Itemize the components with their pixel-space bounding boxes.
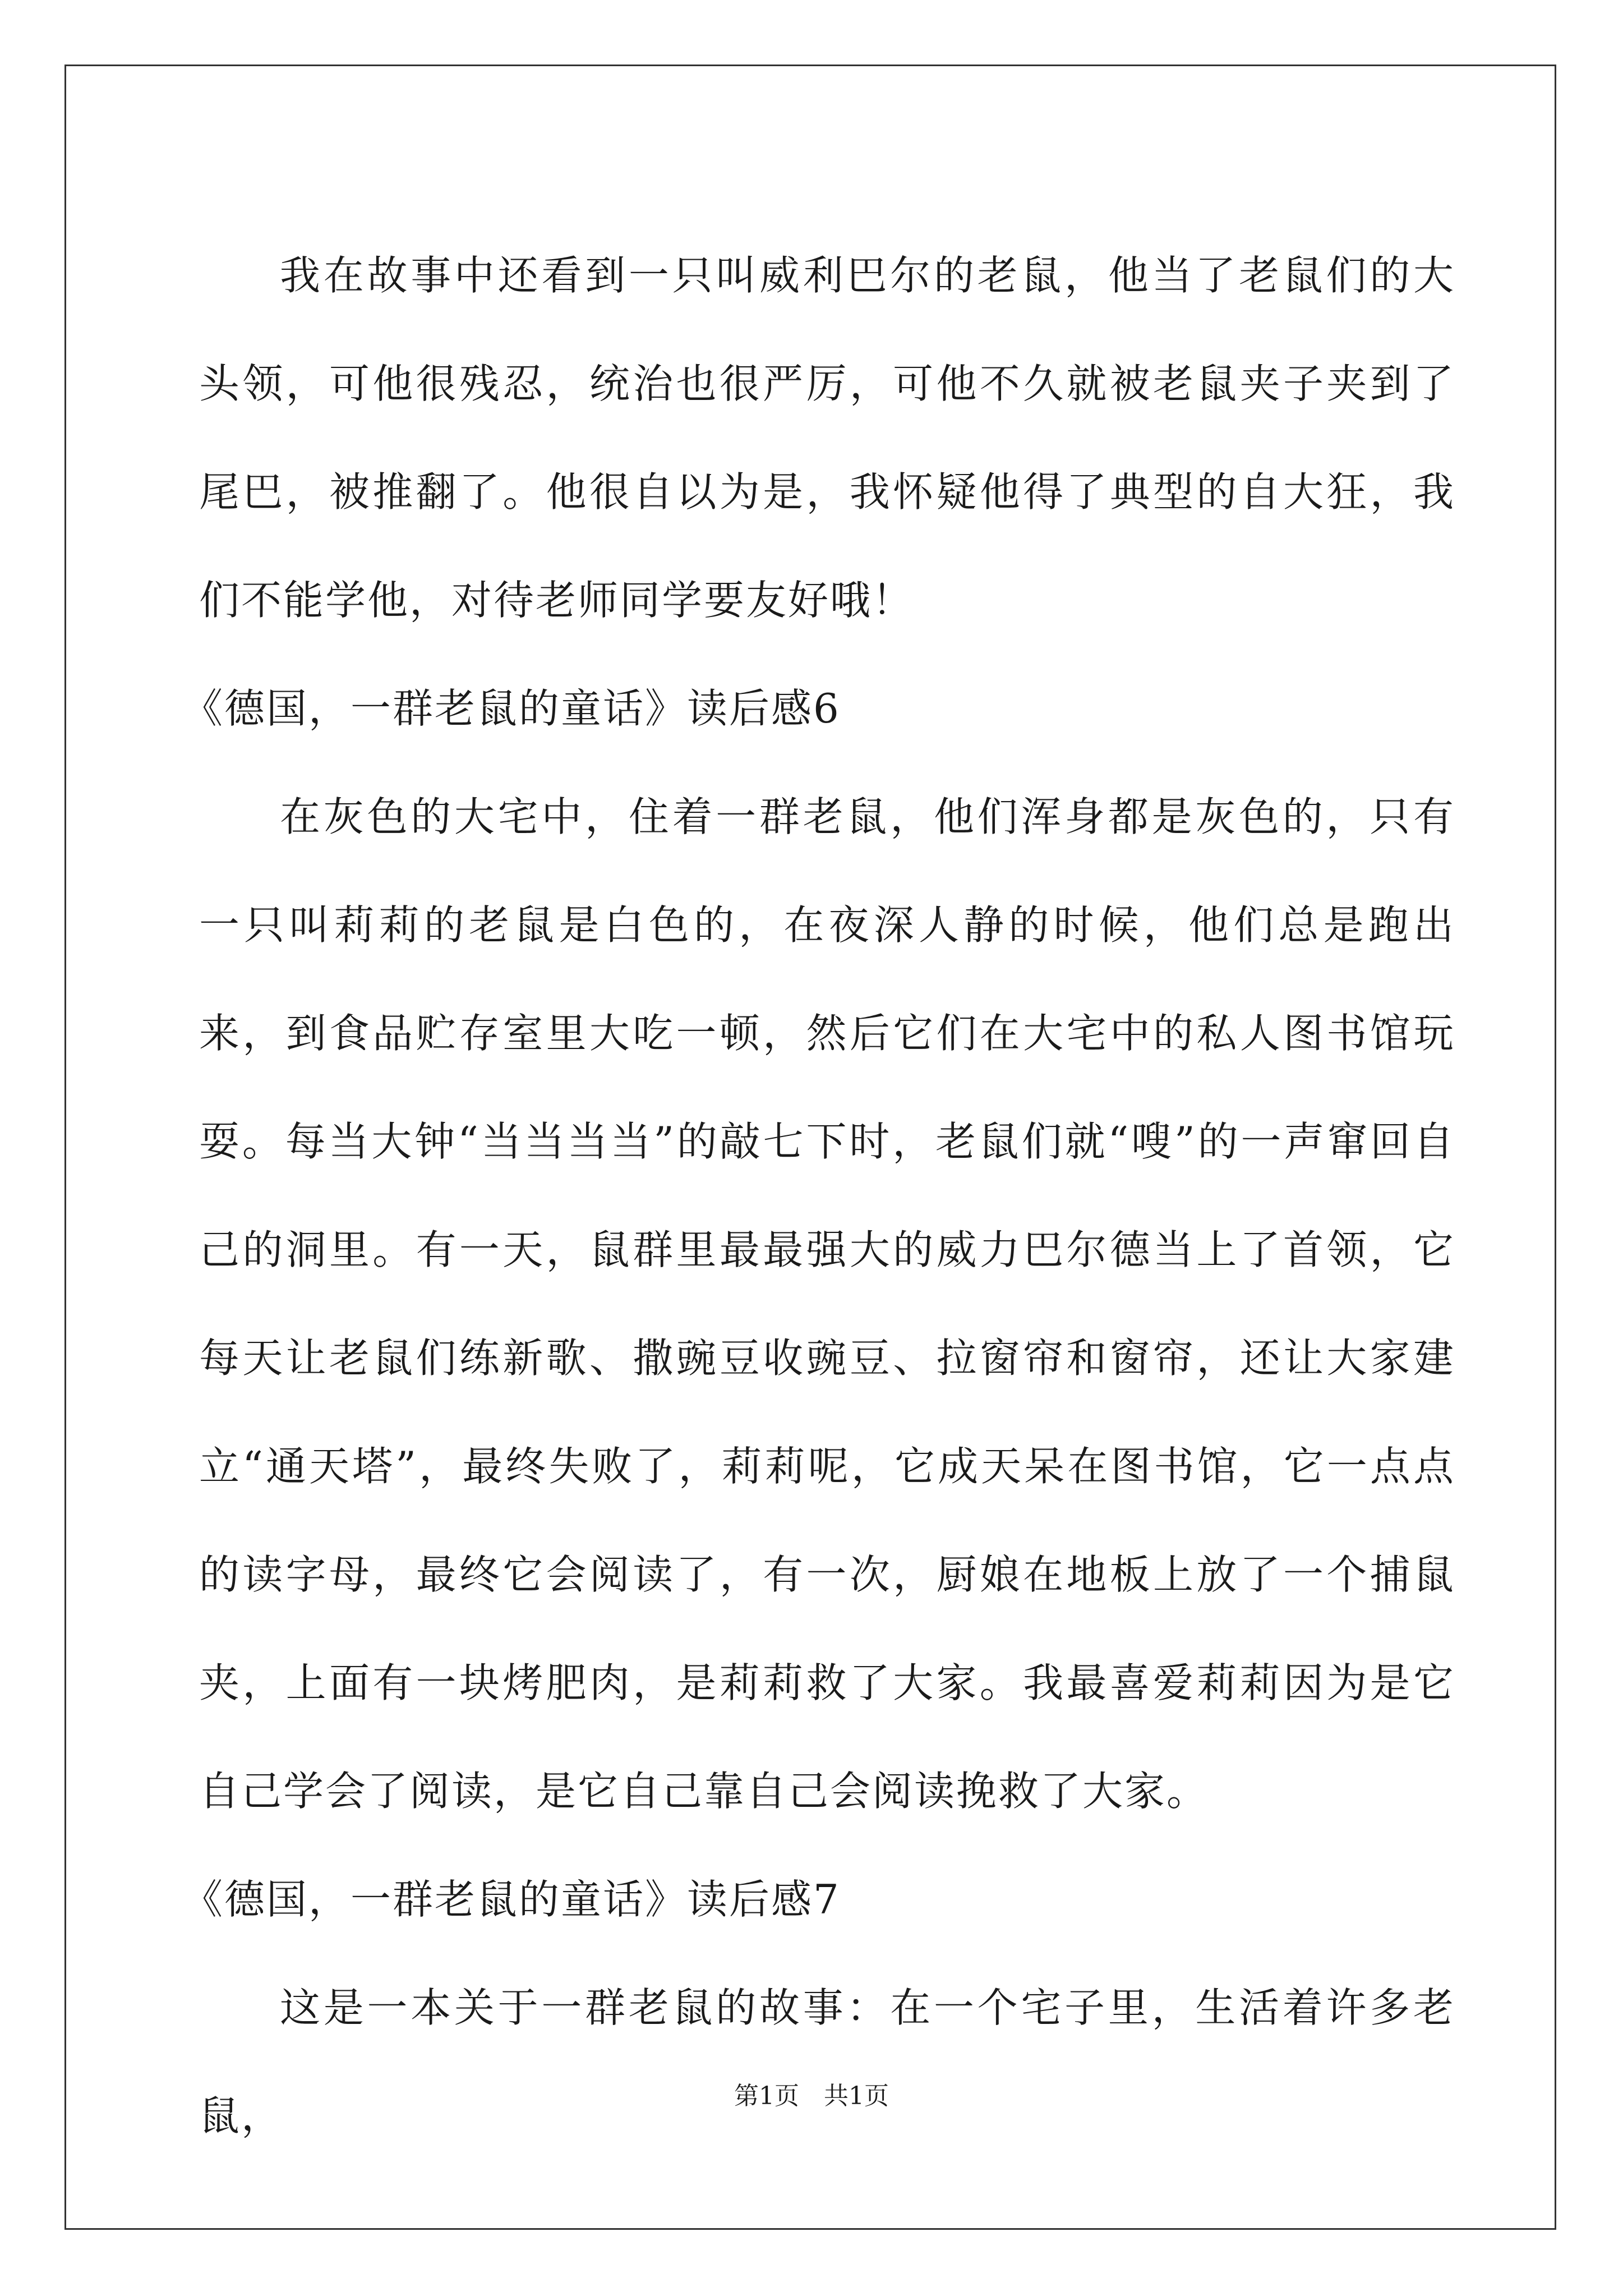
page-number: 第1页 共1页 [734,2082,889,2110]
section-heading: 《德国，一群老鼠的童话》读后感7 [182,1876,841,1923]
paragraph: 这是一本关于一群老鼠的故事：在一个宅子里，生活着许多老鼠， [199,1984,1455,2139]
document-body [182,222,1455,2170]
paragraph: 我在故事中还看到一只叫威利巴尔的老鼠，他当了老鼠们的大头领，可他很残忍，统治也很严厉，可他不久就被老鼠夹子夹到了尾巴，被推翻了。他很自以为是，我怀疑他得了典型的自大狂，我们不能学他，对待老师同学要友好哦！ [199,252,1455,624]
section-heading: 《德国，一群老鼠的童话》读后感6 [182,685,841,732]
paragraph: 在灰色的大宅中，住着一群老鼠，他们浑身都是灰色的，只有一只叫莉莉的老鼠是白色的，在夜深人静的时候，他们总是跑出来，到食品贮存室里大吃一顿，然后它们在大宅中的私人图书馆玩耍。每当大钟“当当当当”的敲七下时，老鼠们就“嗖”的一声窜回自己的洞里。有一天，鼠群里最最强大的威力巴尔德当上了首领，它每天让老鼠们练新歌、撒豌豆收豌豆、拉窗帘和窗帘，还让大家建立“通天塔”，最终失败了，莉莉呢，它成天呆在图书馆，它一点点的读字母，最终它会阅读了，有一次，厨娘在地板上放了一个捕鼠夹，上面有一块烤肥肉，是莉莉救了大家。我最喜爱莉莉因为是它自己学会了阅读，是它自己靠自己会阅读挽救了大家。 [199,793,1455,1815]
